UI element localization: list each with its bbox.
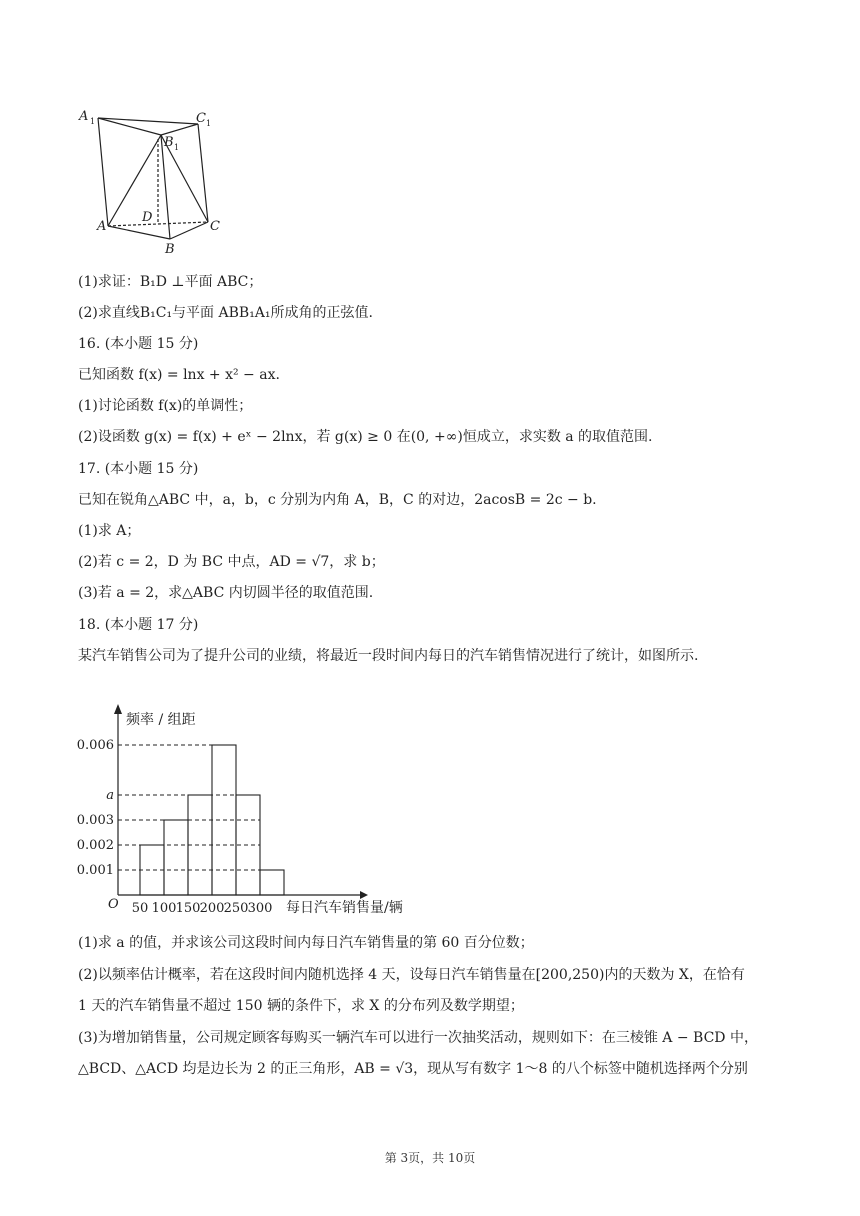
q16-stem: 已知函数 f(x) = lnx + x² − ax. bbox=[78, 367, 280, 383]
label-A1-sub: 1 bbox=[90, 117, 96, 126]
x-tick-label: 250 bbox=[223, 901, 249, 916]
q17-part3: (3)若 a = 2，求△ABC 内切圆半径的取值范围. bbox=[78, 585, 374, 601]
label-B: B bbox=[165, 242, 175, 256]
label-A: A bbox=[97, 219, 107, 234]
q16-header: 16. (本小题 15 分) bbox=[78, 336, 199, 352]
q17-stem: 已知在锐角△ABC 中，a，b，c 分别为内角 A，B，C 的对边，2acosB = 2c − b. bbox=[78, 492, 597, 508]
y-tick-label: 0.006 bbox=[76, 738, 114, 753]
label-C1-sub: 1 bbox=[206, 119, 212, 128]
q18-part2-line1: (2)以频率估计概率，若在这段时间内随机选择 4 天，设每日汽车销售量在[200,250)内的天数为 X，在恰有 bbox=[78, 967, 745, 983]
q18-part3-line2: △BCD、△ACD 均是边长为 2 的正三角形，AB = √3，现从写有数字 1～8 的八个标签中随机选择两个分别 bbox=[78, 1061, 748, 1077]
label-C: C bbox=[210, 219, 220, 234]
q18-part3-line1: (3)为增加销售量，公司规定顾客每购买一辆汽车可以进行一次抽奖活动，规则如下：在三棱锥 A − BCD 中， bbox=[78, 1030, 758, 1046]
q18-part2-line2: 1 天的汽车销售量不超过 150 辆的条件下，求 X 的分布列及数学期望； bbox=[78, 998, 524, 1014]
prism-figure bbox=[70, 104, 230, 256]
q16-part1: (1)讨论函数 f(x)的单调性； bbox=[78, 398, 253, 414]
label-B1-sub: 1 bbox=[174, 143, 180, 152]
x-tick-label: 100 bbox=[151, 901, 177, 916]
label-C1: C bbox=[196, 111, 206, 126]
histogram-bar bbox=[260, 870, 284, 895]
q17-header: 17. (本小题 15 分) bbox=[78, 461, 199, 477]
histogram-bar bbox=[164, 820, 188, 895]
y-tick-label: 0.002 bbox=[76, 838, 114, 853]
q15-part2: (2)求直线B₁C₁与平面 ABB₁A₁所成角的正弦值. bbox=[78, 305, 373, 321]
q17-part2: (2)若 c = 2，D 为 BC 中点，AD = √7，求 b； bbox=[78, 554, 385, 570]
x-tick-label: 50 bbox=[131, 901, 149, 916]
page-footer: 第 3页，共 10页 bbox=[384, 1151, 476, 1165]
label-B1: B bbox=[164, 135, 174, 150]
y-tick-label: a bbox=[106, 788, 114, 803]
q18-part1: (1)求 a 的值，并求该公司这段时间内每日汽车销售量的第 60 百分位数； bbox=[78, 935, 534, 951]
x-tick-label: 150 bbox=[175, 901, 201, 916]
y-tick-label: 0.003 bbox=[76, 813, 114, 828]
y-tick-label: 0.001 bbox=[76, 863, 114, 878]
label-A1: A bbox=[79, 109, 89, 124]
histogram-chart bbox=[70, 700, 440, 920]
q15-part1: (1)求证：B₁D ⊥平面 ABC； bbox=[78, 274, 263, 290]
label-D: D bbox=[142, 210, 153, 225]
q17-part1: (1)求 A； bbox=[78, 523, 141, 539]
x-tick-label: 300 bbox=[247, 901, 273, 916]
x-tick-label: 200 bbox=[199, 901, 225, 916]
q18-header: 18. (本小题 17 分) bbox=[78, 617, 199, 633]
q18-stem: 某汽车销售公司为了提升公司的业绩，将最近一段时间内每日的汽车销售情况进行了统计，如图所示. bbox=[78, 648, 699, 664]
origin-label: O bbox=[108, 897, 119, 912]
x-axis-label: 每日汽车销售量/辆 bbox=[286, 900, 403, 916]
q16-part2: (2)设函数 g(x) = f(x) + eˣ − 2lnx，若 g(x) ≥ 0 在(0, +∞)恒成立，求实数 a 的取值范围. bbox=[78, 429, 653, 445]
y-axis-label: 频率 / 组距 bbox=[126, 712, 196, 728]
